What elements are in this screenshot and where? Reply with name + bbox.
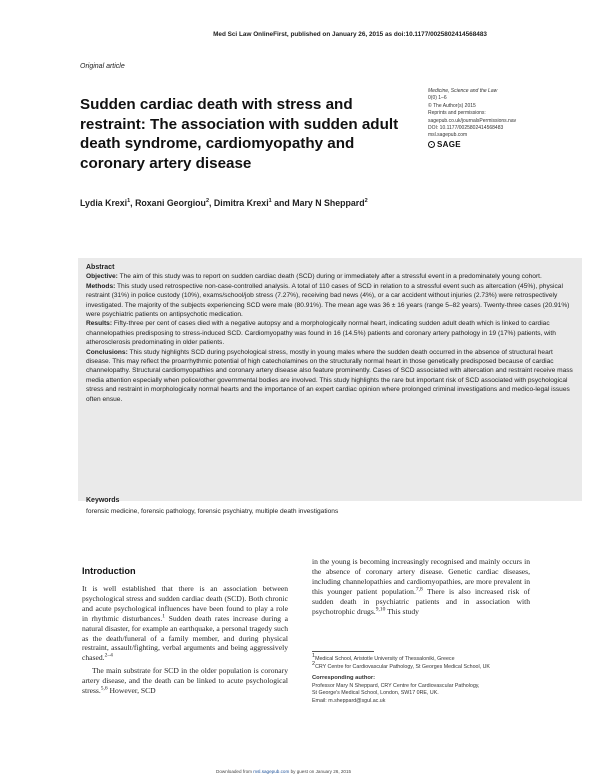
sage-logo xyxy=(428,141,568,148)
abstract-sections xyxy=(86,272,574,404)
footer-suffix: by guest on January 26, 2015 xyxy=(289,769,352,774)
introduction-heading: Introduction xyxy=(82,566,136,576)
author-separator: , xyxy=(209,198,214,208)
footer-prefix: Downloaded from xyxy=(216,769,254,774)
author-affiliation-marker: 1 xyxy=(127,198,131,205)
body-text: This study xyxy=(385,606,419,616)
author-name: Lydia Krexi xyxy=(80,198,128,208)
article-title: Sudden cardiac death with stress and restraint: The association with sudden adult death syndrome, cardiomyopathy and coronary artery disease xyxy=(80,96,399,172)
affiliations xyxy=(312,653,538,706)
reprints-link[interactable]: sagepub.co.uk/journalsPermissions.nav xyxy=(428,117,517,124)
author-name: Mary N Sheppard xyxy=(292,198,365,208)
journal-meta xyxy=(428,88,568,148)
body-text: in the young is becoming increasingly recognised and mainly occurs in the absence of coronary artery disease. Genetic cardiac diseases, including channelopathies and cardiomyopathies, are more prevalent in this younger patient population. xyxy=(312,557,530,596)
corresponding-author-heading: Corresponding author: xyxy=(312,675,376,682)
download-footer xyxy=(216,769,351,774)
doi: DOI: 10.1177/0025802414568483 xyxy=(428,125,504,132)
keywords-text: forensic medicine, forensic pathology, forensic psychiatry, multiple death investigations xyxy=(86,508,339,515)
author-name: Roxani Georgiou xyxy=(135,198,206,208)
sage-logo-icon xyxy=(428,141,435,148)
intro-paragraph-2 xyxy=(82,666,288,696)
sage-logo-text: SAGE xyxy=(437,139,461,149)
affiliation-text: CRY Centre for Cardiovascular Pathology, St Georges Medical School, UK xyxy=(315,663,490,670)
intro-paragraph-1 xyxy=(82,584,288,663)
reprints-label: Reprints and permissions: xyxy=(428,110,486,117)
affiliation-number: 1 xyxy=(312,653,316,660)
abstract-section-label: Objective: xyxy=(86,273,118,281)
body-column-left xyxy=(82,584,288,696)
citation-ref: 7,8 xyxy=(415,586,423,593)
author-separator: , xyxy=(130,198,136,208)
intro-paragraph-continued xyxy=(312,557,530,616)
affiliation-text: Medical School, Aristotle University of Thessaloniki, Greece xyxy=(315,656,455,662)
corresponding-author-line: Professor Mary N Sheppard, CRY Centre for Cardiovascular Pathology, xyxy=(312,682,480,689)
abstract-section-text: This study highlights SCD during psychological stress, mostly in young males where the sudden death occurred in the absence of structural heart disease. This may reflect the proarrhythmic potential of high catecholamines on the structurally normal heart in those genetically predisposed because of cardiac channelopathy. Structural cardiomyopathies and coronary artery disease also feature prominently. Cases of SCD associated with altercation and restraint receive mass media attention especially when police/other governmental bodies are involved. This study highlights the rare but important risk of SCD associated with psychological stress and restraint in morphologically normal hearts and the importance of an expert cardiac opinion where prolonged criminal investigations and medico-legal issues often ensue. xyxy=(86,348,573,403)
abstract-section-label: Conclusions: xyxy=(86,348,128,356)
affiliation-item xyxy=(312,660,538,672)
journal-site-link[interactable]: msl.sagepub.com xyxy=(428,132,468,139)
abstract xyxy=(86,263,574,404)
volume-pages: 0(0) 1–6 xyxy=(428,95,447,102)
affiliation-number: 2 xyxy=(312,660,316,667)
body-text: There is also increased risk of sudden death in psychiatric patients and in association with psychotrophic drugs. xyxy=(312,586,530,616)
citation-header: Med Sci Law OnlineFirst, published on January 26, 2015 as doi:10.1177/0025802414568483 xyxy=(213,31,487,38)
corresponding-author-details xyxy=(312,683,538,706)
body-column-right xyxy=(312,557,530,616)
abstract-section xyxy=(86,348,574,404)
author-affiliation-marker: 2 xyxy=(364,198,368,205)
abstract-section xyxy=(86,319,574,347)
abstract-section-label: Methods: xyxy=(86,282,116,290)
citation-ref: 9,10 xyxy=(375,606,386,612)
abstract-section-label: Results: xyxy=(86,320,113,328)
footer-link[interactable]: msl.sagepub.com xyxy=(253,769,290,774)
abstract-section xyxy=(86,282,574,320)
affiliation-item xyxy=(312,653,538,664)
body-text: The main substrate for SCD in the older population is coronary artery disease, and the death can be linked to acute psychological stress. xyxy=(82,666,288,696)
author-list xyxy=(80,197,380,211)
corresponding-author-line: Email: m.sheppard@sgul.ac.uk xyxy=(312,697,386,704)
article-type-label: Original article xyxy=(80,63,125,70)
citation-ref: 1 xyxy=(162,613,166,620)
keywords-heading: Keywords xyxy=(86,497,120,504)
footnote-divider xyxy=(312,651,374,652)
abstract-heading: Abstract xyxy=(86,264,115,271)
corresponding-author-line: St George's Medical School, London, SW17 0RE, UK. xyxy=(312,690,439,697)
body-text: However, SCD xyxy=(107,686,156,696)
abstract-section-text: This study used retrospective non-case-controlled analysis. A total of 110 cases of SCD in relation to a stressful event such as altercation (45%), physical restraint (31%) in police custody (10%), exams/school/job stress (7.27%), receiving bad news (4%), or a car accident without injuries (2.73%) were retrospectively investigated. The majority of the subjects experiencing SCD were male (80.91%). The mean age was 36 ± 16 years (range 5–82 years). Twenty-three cases (20.91%) were psychiatric patients on antipsychotic medication. xyxy=(86,282,570,319)
abstract-section-text: Fifty-three per cent of cases died with a negative autopsy and a morphologically normal heart, indicating sudden adult death which is linked to cardiac channelopathies predisposing to stress-induced SCD. Cardiomyopathy was found in 16 (14.5%) patients and coronary artery pathology in 19 (17%) patients, with atherosclerosis predominating in older patients. xyxy=(86,320,556,347)
abstract-section-text: The aim of this study was to report on sudden cardiac death (SCD) during or immediately after a stressful event in a predominately young cohort. xyxy=(117,273,542,281)
author-affiliation-marker: 1 xyxy=(268,198,272,205)
author-affiliation-marker: 2 xyxy=(205,198,209,205)
body-text: Sudden death rates increase during a natural disaster, for example an earthquake, a personal tragedy such as the death/funeral of a family member, and during physical restraint, assault/fighting, verbal arguments and being aggressively chased. xyxy=(82,613,288,663)
author-name: Dimitra Krexi xyxy=(213,198,269,208)
affiliation-list xyxy=(312,653,538,671)
copyright: © The Author(s) 2015 xyxy=(428,102,476,109)
author-separator: and xyxy=(271,198,293,208)
citation-ref: 5,6 xyxy=(100,685,108,692)
journal-name: Medicine, Science and the Law xyxy=(428,88,498,94)
citation-ref: 2–4 xyxy=(104,652,113,659)
abstract-section xyxy=(86,272,574,281)
body-text: It is well established that there is an association between psychological stress and sudden cardiac death (SCD). Both chronic and acute psychological influences have been found to play a role in rhythmic disturbances. xyxy=(82,584,288,623)
